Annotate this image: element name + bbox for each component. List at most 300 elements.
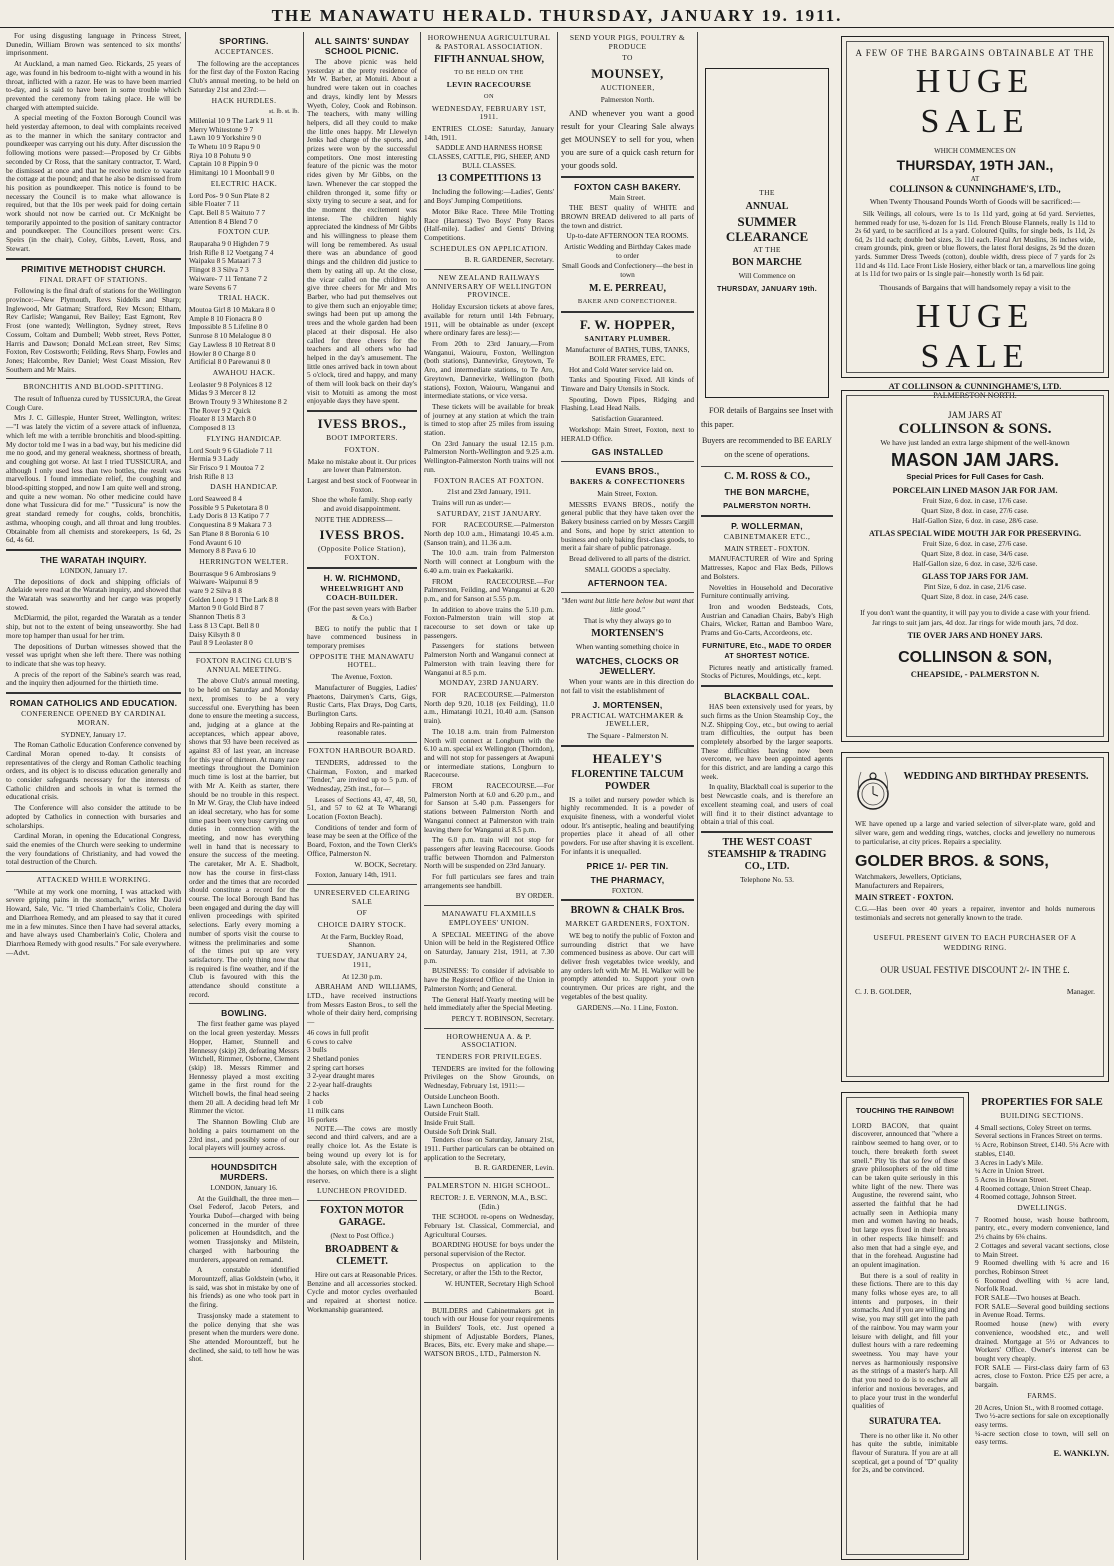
ad-text: At the Farm, Buckley Road, Shannon. — [320, 931, 404, 950]
wedding-presents-ad — [841, 752, 1109, 1082]
ad-text: BOARDING HOUSE for boys under the personal supervision of the Rector. — [424, 1240, 554, 1259]
ad-text: These tickets will be available for break of journey at any station at which the train is timed to stop after 25 miles from issuing station. — [424, 401, 554, 438]
ad-text: Iron and wooden Bedsteads, Cots, Austrian and Canadian Chairs, Baby's High Chairs, Wicker, Rattan and Bamboo Ware, Prams and Go-Carts, Accordeons, etc. — [701, 601, 833, 638]
divider — [701, 466, 833, 467]
ad-text: SUMMER — [737, 213, 797, 229]
coal-title: BLACKBALL COAL. — [724, 691, 810, 702]
article-subheading: FOXTON RACING CLUB'S ANNUAL MEETING. — [195, 656, 293, 674]
news-paragraph: The Conference will also consider the attitude to be adopted by Catholics in connection with bursaries and scholarships. — [6, 803, 181, 830]
list-item: Lady Doris 8 13 Katipo 7 7 — [189, 511, 270, 521]
garage-name: BROADBENT & CLEMETT. — [325, 1243, 399, 1267]
list-item: Fond Avaunt 6 10 — [189, 537, 241, 547]
ad-text: WHICH COMMENCES ON — [934, 147, 1016, 155]
price-list — [855, 539, 1095, 569]
ad-text: Pictures neatly and artistically framed. Stocks of Pictures, Mouldings, etc., kept. — [701, 662, 833, 681]
ad-text: The 6.0 p.m. train will not stop for passengers after leaving Racecourse. Goods traffic between Thorndon and Palmerston North will be suspended on 23rd January. — [424, 835, 554, 871]
news-paragraph: The following are the acceptances for the first day of the Foxton Racing Club's annual meeting, to be held on Saturday 21st and 23rd:— — [189, 58, 299, 94]
article-heading: ALL SAINTS' SUNDAY SCHOOL PICNIC. — [314, 36, 410, 56]
ad-signature: E. WANKLYN. — [1053, 1448, 1109, 1459]
ad-text: Palmerston North. — [600, 94, 655, 104]
ad-text: Telephone No. 53. — [740, 874, 794, 884]
ad-text: AUCTIONEER, — [600, 83, 655, 93]
list-item: Marton 9 0 Gold Bird 8 7 — [189, 603, 264, 613]
ad-signature: BY ORDER. — [515, 891, 554, 901]
list-item: Fruit Size, 6 doz. in case, 27/6 case. — [922, 539, 1028, 548]
race-title: HACK HURDLES. — [211, 95, 277, 105]
list-item: Half-Gallon size, 6 doz. in case, 32/6 case. — [912, 559, 1038, 568]
ad-text: TIE OVER JARS AND HONEY JARS. — [907, 631, 1043, 640]
suratura-product: SURATURA TEA. — [869, 1415, 941, 1426]
news-paragraph: The depositions of Durban witnesses showed that the vessel was upright when she left there. There was nothing to indicate that she was top heavy. — [6, 641, 181, 668]
article-subheading: FINAL DRAFT OF STATIONS. — [39, 274, 148, 284]
list-item: sible Floater 7 11 — [189, 199, 240, 209]
list-item: Lord Pos- 9 0 Sun Plate 8 2 — [189, 190, 270, 200]
list-item: Conquestina 8 9 Makara 7 3 — [189, 520, 272, 530]
race-columns-header: st. lb. st. lb. — [268, 108, 299, 116]
list-item: Pint Size, 6 doz. in case, 21/6 case. — [923, 582, 1027, 591]
divider — [6, 378, 181, 379]
ad-text: FOR details of Bargains see Inset with this paper. — [701, 406, 833, 429]
news-paragraph: The above Club's annual meeting, to be held on Saturday and Monday next, promises to be a very successful one. Everything has been done to ensure the meeting a success, and, judging at a glance at the acceptances, which appear above, shows that 93 have been received as against 83 of last year, an increase for this year of thirteen. At many race meetings throughout the Dominion much time is lost at the barrier, but with Mr A. Keith as starter, there should be no trouble in this respect. In Mr W. Gray, the Club have indeed an ideal secretary, who has for some time past been very busy carrying out duties in connection with the meeting, and now has everything well in hand that is necessary to ensure the success of the meeting. The caretaker, Mr A. E. Shadbolt, now has the course in first-class order and the times that are recorded should constitute a record for the course. The local Borough Band has been engaged and during the day will enliven proceedings with spirited selections. Early every morning a number of sports visit the course to witness the preliminaries and some of the times put up are very satisfactory. The only thing now that is required is fine weather, and if the Club is favoured with this the attendance should constitute a record. — [189, 676, 299, 999]
divider — [6, 549, 181, 551]
ad-text: The General Half-Yearly meeting will be held immediately after the Special Meeting. — [424, 994, 554, 1013]
ivess-title: IVESS BROS. — [319, 527, 405, 543]
race-title: AWAHOU HACK. — [212, 367, 276, 377]
list-item: Memory 8 8 Pava 6 10 — [189, 546, 256, 556]
ad-text: FROM RACECOURSE.—For Palmerston North at 6.0 and 6.20 p.m., and for Sanson at 5.40 p.m. Passengers for stations between Palmerston North and Wanganui connect at Palmerston with train leaving there for Wanganui at 8.5 p.m. — [424, 781, 554, 834]
ad-text: 21st and 23rd January, 1911. — [447, 487, 531, 497]
ad-text: Main Street. — [609, 192, 646, 202]
ad-text: FURNITURE, Etc., MADE TO ORDER AT SHORTEST NOTICE. — [702, 642, 832, 660]
list-item: Moutoa Girl 8 10 Makara 8 0 — [189, 304, 275, 314]
list-item: Captain 10 8 Pippin 9 0 — [189, 159, 259, 169]
list-item: Irish Rifle 8 12 Voetgang 7 4 — [189, 247, 274, 257]
price-list — [855, 582, 1095, 602]
hopper-name: F. W. HOPPER, — [579, 316, 676, 332]
list-item: Riya 10 8 Pohutu 9 0 — [189, 150, 251, 160]
ad-text: Buyers are recommended to BE EARLY on the scene of operations. — [701, 436, 833, 459]
divider — [701, 831, 833, 833]
dateline: LONDON, January 17. — [59, 566, 128, 575]
news-paragraph: The depositions of dock and shipping officials of Adelaide were read at the Waratah inquiry, and showed that the Waratah was seaworthy and her cargo was properly stowed. — [6, 576, 181, 612]
list-item: 3 bulls — [307, 1045, 327, 1055]
ad-text: When Twenty Thousand Pounds Worth of Goods will be sacrificed:— — [869, 197, 1081, 206]
list-item: Sunrose 8 10 Melalogue 8 0 — [189, 331, 272, 341]
list-item: Millenial 10 9 The Lark 9 11 — [189, 115, 274, 125]
divider — [561, 176, 694, 178]
suratura-tea-ad — [841, 1092, 969, 1560]
column-rule — [420, 32, 421, 1560]
ad-text: In addition to above trains the 5.10 p.m. Foxton-Palmerston train will stop at racecourse to set down or take up passengers. — [424, 604, 554, 640]
list-item: Fruit Size, 6 doz. in case, 17/6 case. — [922, 496, 1028, 505]
ad-text: TENDERS, addressed to the Chairman, Foxton, and marked "Tender," are invited up to 5 p.m. of Wednesday, 25th inst., for— — [307, 757, 417, 793]
list-item: Hermia 9 3 Lady — [189, 454, 239, 464]
ad-text: AND whenever you want a good result for your Clearing Sale always get MOUNSEY to sell for you, when you are sure of a quick cash return for your goods sold. — [561, 107, 694, 170]
news-paragraph: The Shannon Bowling Club are holding a pairs tournament on the 23rd inst., and possibly some of our local players will journey across. — [189, 1117, 299, 1153]
ad-subheading: DWELLINGS. — [1017, 1203, 1067, 1213]
ad-text: Tanks and Spouting Fixed. All kinds of Tinware and Dairy Utensils in Stock. — [561, 375, 694, 394]
race-list — [189, 192, 299, 227]
list-item: Quart Size, 8 doz. in case, 27/6 case. — [921, 506, 1029, 515]
ad-text: THURSDAY, 19TH JAN., — [896, 157, 1054, 173]
ad-text: Conditions of tender and form of lease may be seen at the Office of the Board, Foxton, and the Town Clerk's Office, Palmerston N. — [307, 822, 417, 858]
ad-text: THE — [759, 188, 775, 197]
news-paragraph: Mrs J. C. Gillespie, Hunter Street, Wellington, writes:—"I was lately the victim of a severe attack of influenza, which left me with a terrible bronchitis and blood-spitting. My doctor told me I was in a bad way, but his medicine did me no good, and my general weakness, shortness of breath, and coughing got worse. At last I tried TUSSICURA, and although I only used less than two bottles, the result was marvellous. I found immediate relief, the coughing and blood-spitting stopped, and now I am quite well and strong, and quite a new woman. No other medicine could have done what Tussicura did for me." "Tussicura" is now the great standard remedy for coughs, colds, bronchitis, asthma, whooping cough, and all throat and lung troubles. Obtainable from all chemists and storekeepers, 1s 6d, 2s 6d, 4s 6d. — [6, 413, 181, 545]
race-list — [189, 306, 299, 367]
list-item: Floater 8 13 March 8 0 — [189, 414, 257, 424]
ad-text: There is no other like it. No other has quite the subtle, inimitable flavour of Suratura. If you are at all sceptical, get a pound of "D" quality for 2s, and be convinced. — [852, 1431, 958, 1475]
ad-text: SEND YOUR PIGS, POULTRY & PRODUCE — [569, 33, 686, 51]
ad-text: MAIN STREET - FOXTON. — [724, 543, 810, 553]
list-item: Lord Seaweed 8 4 — [189, 494, 242, 504]
ad-text: ENTRIES CLOSE: Saturday, January 14th, 1911. — [424, 123, 554, 142]
jam-firm: COLLINSON & SONS. — [898, 421, 1052, 437]
list-item: Te Whetu 10 9 Rapu 9 0 — [189, 142, 261, 152]
healey-name: HEALEY'S — [592, 750, 663, 766]
list-item: Leolaster 9 8 Polynices 8 12 — [189, 379, 272, 389]
ad-text: MONDAY, 23RD JANUARY. — [439, 678, 539, 688]
list-item: 3 Acres in Lady's Mile. — [975, 1157, 1043, 1167]
list-item: Rauparaha 9 0 Highden 7 9 — [189, 239, 270, 249]
column-5 — [561, 32, 694, 1560]
ad-text: The 10.0 a.m. train from Palmerston North will connect at Longburn with the 6.40 a.m. train ex Paekakariki. — [424, 548, 554, 575]
ad-text: Shoe the whole family. Shop early and avoid disappointment. — [311, 495, 413, 514]
richmond-subtitle: WHEELWRIGHT AND COACH-BUILDER. — [320, 583, 404, 602]
column-3 — [307, 32, 417, 1560]
ad-text: From 20th to 23rd January,—From Wanganui, Waiouru, Foxton, Wellington (both stations), Dannevirke, Greytown, Te Aro, and intermediate stations, to Te Aro, Greytown, Dannevirke, Wellington (both stations), Foxton, Waiouru, Wanganui and intermediate stations, or vice versa. — [424, 338, 554, 401]
column-rule — [557, 32, 558, 1560]
race-title: DASH HANDICAP. — [210, 482, 278, 492]
list-item: Attention 8 4 Blend 7 0 — [189, 216, 258, 226]
ad-text: "Men want but little here below but want that little good." — [561, 596, 694, 615]
jam-product: MASON JAM JARS. — [890, 450, 1060, 470]
tender-org: HOROWHENUA A. & P. ASSOCIATION. — [446, 1031, 532, 1050]
ad-text: AT COLLINSON & CUNNINGHAME'S, LTD. — [888, 380, 1062, 391]
list-item: Sir Frisco 9 1 Moutoa 7 2 — [189, 462, 264, 472]
mortensen-name: MORTENSEN'S — [591, 628, 664, 640]
news-paragraph: Following is the final draft of stations for the Wellington province:—New Plymouth, Revs Siddells and Sharp; Inglewood, Mr Gatman; Stratford, Rev Mcson; Eltham, Rev Carlisle; Wanganui, Rev Bailey; East Egmont, Rev Frost (one wanted); Wellington, Sydney street, Revs Cossum, Coltam and Dumbell; Webb street, Revs Potter, Harris and Dawson; Donald McLean street, Rev Sims; Foxton, Rev Costsworth; Feilding, Revs Sharp, Fowles and Jones; Halcombe, Rev Daniel; West Coast Mission, Rev Southern and Mr Mairs. — [6, 286, 181, 374]
ad-text: Motor Bike Race. Three Mile Trotting Race (Harness) Two Boys' Pony Races (Half-mile). Ladies' and Gents' Driving Competitions. — [424, 206, 554, 242]
divider — [424, 1028, 554, 1029]
ad-text: Workshop: Main Street, Foxton, next to HERALD Office. — [561, 424, 694, 443]
list-item: Shannon Thetis 8 3 — [189, 612, 246, 622]
column-4 — [424, 32, 554, 1560]
divider — [6, 692, 181, 694]
ad-text: FROM RACECOURSE.—For Palmerston, Feilding, and Wanganui at 6.20 p.m., and for Sanson at 5.55 p.m. — [424, 576, 554, 603]
column-rule — [185, 32, 186, 1560]
divider — [424, 1302, 554, 1303]
ad-text: At 12.30 p.m. — [341, 971, 383, 981]
list-item: Himitangi 10 1 Moonball 9 0 — [189, 168, 275, 178]
news-paragraph: Trassjonsky made a statement to the police denying that she was present when the murders were done. She attended Morountzeff, but he declined, she said, to tell how he was shot. — [189, 1310, 299, 1364]
huge-sale-ad — [841, 36, 1109, 400]
bon-marche-box — [705, 68, 829, 398]
ad-text: OUR USUAL FESTIVE DISCOUNT 2/- IN THE £. — [880, 964, 1070, 975]
ad-text: WATCHES, CLOCKS OR JEWELLERY. — [576, 656, 679, 677]
ad-signature: B. R. GARDENER, Secretary. — [464, 255, 554, 265]
article-subheading: BRONCHITIS AND BLOOD-SPITTING. — [23, 382, 164, 392]
ad-text: TO BE HELD ON THE — [454, 69, 524, 77]
divider — [307, 742, 417, 743]
race-list — [189, 447, 299, 482]
ad-text: FOXTON. — [611, 885, 644, 895]
ad-text: Novelties in Household and Decorative Furniture continually arriving. — [701, 582, 833, 601]
ad-text: TO — [622, 53, 633, 63]
ad-text: Artistic Wedding and Birthday Cakes made to order — [564, 242, 691, 260]
divider — [189, 652, 299, 653]
ad-text: Tenders close on Saturday, January 21st, 1911. Further particulars can be obtained on application to the Secretary, — [424, 1135, 554, 1162]
divider — [307, 1200, 417, 1201]
list-item: 4 Roomed cottage, Johnson Street. — [975, 1192, 1077, 1202]
ad-signature: W. HUNTER, Secretary High School Board. — [444, 1279, 554, 1297]
list-item: Golden Loop 9 1 The Lark 8 8 — [189, 594, 279, 604]
hopper-role: SANITARY PLUMBER. — [584, 333, 671, 343]
flax-title: MANAWATU FLAXMILLS EMPLOYEES' UNION. — [441, 909, 537, 927]
list-item: 16 porkets — [307, 1114, 338, 1124]
property-list — [975, 1404, 1109, 1448]
list-item: Artificial 8 0 Parewanui 8 0 — [189, 357, 271, 367]
list-item: ¼ Acre in Union Street. — [975, 1166, 1045, 1176]
ad-text: Jar rings to suit jam jars, 4d doz. Jar rings for wide mouth jars, 7d doz. — [871, 618, 1079, 627]
dateline: SYDNEY, January 17. — [61, 730, 126, 739]
column-1 — [6, 32, 181, 1560]
list-item: Merry Whitestone 9 7 — [189, 124, 254, 134]
ad-text: Manufacturer of Buggies, Ladies' Phaetons, Dairymen's Carts, Gigs, Rustic Carts, Flax Drays, Dog Carts, Burlington Carts. — [307, 682, 417, 718]
list-item: Lord Soult 9 6 Gladiole 7 11 — [189, 445, 273, 455]
news-paragraph: A special meeting of the Foxton Borough Council was held yesterday afternoon, to deal with complaints received as to the manner in which the sanitary contractor and poundkeeper was carrying out his duty. After discussion the following motions were passed:—Proposed by Cr Gibbs seconded by Cr Ross, that the sanitary contractor, T. Ward, be dismissed at once and that he receive notice to vacate the cottage at the pound; and that he also be dismissed from his position as poundkeeper. This notice is found to be necessary the Council is to make what allowance is required, but that the 10s per week paid for doing certain work should not now be carried out. Cr McKnight be temporarily appointed to the position of sanitary contractor and poundkeeper. The Councillors present were: Crs. Speirs (in the chair), Coley, Gibbs, Levett, Ross, and Stewart. — [6, 113, 181, 253]
ad-text: Manufacturer of BATHS, TUBS, TANKS, BOILER FRAMES, ETC. — [565, 345, 690, 363]
westcoast-title: THE WEST COAST STEAMSHIP & TRADING CO., LTD. — [707, 836, 827, 872]
wollerman-name: P. WOLLERMAN, — [731, 521, 803, 531]
divider — [561, 461, 694, 462]
race-title: TRIAL HACK. — [218, 293, 270, 303]
ad-text: WEDNESDAY, FEBRUARY 1ST, 1911. — [431, 103, 547, 122]
ad-text: Up-to-date AFTERNOON TEA ROOMS. — [566, 231, 689, 241]
list-item: 2 hacks — [307, 1088, 330, 1098]
ad-text: HAS been extensively used for years, by such firms as the Union Steamship Coy., the N.Z. Shipping Coy., etc., but owing to aerial tram difficulties, the output has been completely absorbed by the larger seaports. These difficulties having now been overcome, we have been appointed agents for this district, and are landing a cargo this week. — [701, 702, 833, 781]
ad-text: In quality, Blackball coal is superior to the best Newcastle coals, and is therefore an excellent steaming coal, and users of coal will find it to their distinct advantage to obtain a trial of this coal. — [701, 782, 833, 827]
list-item: Irish Rifle 8 13 — [189, 471, 234, 481]
ivess-subtitle: BOOT IMPORTERS. — [326, 433, 398, 443]
ad-text: FOR RACECOURSE.—Palmerston North dep 9.20, 10.18 (ex Feilding), 11.0 a.m., Himatangi 10.21, 10.40 a.m. (Sanson train). — [424, 690, 554, 726]
list-item: ¼-acre section close to town, will sell on easy terms. — [975, 1428, 1109, 1447]
list-item: 4 Roomed cottage, Union Street Cheap. — [975, 1183, 1092, 1193]
evans-title: EVANS BROS., — [595, 466, 660, 477]
properties-for-sale — [975, 1094, 1109, 1560]
ad-text: The 10.18 a.m. train from Palmerston North will connect at Longburn with the 6.10 a.m. special ex Wellington (Thorndon), and will not stop for passengers at Awapuni or intermediate stations, Longburn to Racecourse. — [424, 726, 554, 780]
ad-text: GARDENS.—No. 1 Line, Foxton. — [576, 1002, 679, 1012]
ad-text: MARKET GARDENERS, FOXTON. — [565, 919, 690, 929]
divider — [701, 685, 833, 687]
divider — [561, 745, 694, 747]
rainbow-title: TOUCHING THE RAINBOW! — [855, 1106, 955, 1115]
divider — [561, 311, 694, 313]
ad-text: Prospectus on application to the Secretary, or after the 15th to the Rector, — [424, 1259, 554, 1278]
ad-signature: W. BOCK, Secretary. — [354, 859, 417, 869]
race-title: ELECTRIC HACK. — [210, 178, 278, 188]
divider — [189, 1003, 299, 1004]
ad-text: THE SCHOOL re-opens on Wednesday, February 1st. Classical, Commercial, and Agricultural Courses. — [424, 1212, 554, 1239]
ad-signature: B. R. GARDENER, Levin. — [474, 1163, 554, 1173]
list-item: 9 Roomed dwelling with ¾ acre and 16 porches, Robinson Street — [975, 1258, 1109, 1276]
list-item: 2 Shetland ponies — [307, 1053, 359, 1063]
ad-text: BUILDERS and Cabinetmakers get in touch with our House for your requirements in Builders' Tools, etc. Just opened a shipment of Adjustable Borders, Planes, Braces, Bits, etc. Every make and shape.—WATSON BROS., LTD., Palmerston N. — [424, 1305, 554, 1359]
ad-text: (For the past seven years with Barber & Co.) — [307, 604, 417, 622]
ad-text: BUSINESS: To consider if advisable to have the Registered Office of the Union in Palmerston North; and General. — [424, 966, 554, 993]
news-paragraph: A constable identified Morountzeff, alias Goldstein (who, it is said, was shot in mistake by one of his friends) as one who took part in the firing. — [189, 1265, 299, 1310]
ad-signature: PERCY T. ROBINSON, Secretary. — [451, 1013, 554, 1023]
list-item: Flingot 8 3 Silva 7 3 — [189, 265, 249, 275]
jam-jars-ad — [841, 390, 1109, 742]
ad-text: PRICE 1/- PER TIN. — [586, 860, 669, 871]
list-item: 11 milk cans — [307, 1106, 345, 1116]
list-item: Bourrasque 9 6 Ambrosians 9 — [189, 568, 276, 578]
divider — [6, 871, 181, 872]
ad-text: PORCELAIN LINED MASON JAR FOR JAM. — [892, 486, 1058, 495]
ad-text: NOTE.—The cows are mostly second and third calvers, and are a really choice lot. As the Estate is being wound up every lot is for absolute sale, with the exception of the horses, on which there is a slight reserve. — [307, 1123, 417, 1185]
list-item: Several sections in Frances Street on terms. — [975, 1131, 1103, 1141]
divider — [561, 592, 694, 593]
list-item: FOR SALE—Several good building sections in Avenue Road. Terms. — [975, 1301, 1109, 1320]
news-paragraph: McDiarmid, the pilot, regarded the Waratah as a tender ship, but not to the extent of being unseaworthy. She had more top hamper than usual for her trim. — [6, 613, 181, 640]
ad-text: That is why they always go to — [583, 615, 672, 625]
bon-name: C. M. ROSS & CO., — [723, 471, 811, 482]
ad-text: MESSRS EVANS BROS., notify the general public that they have taken over the Bakery business carried on by Messrs Cargill and Sons, and hope by strict attention to business and only baking first-class goods, to merit a fair share of public patronage. — [561, 499, 694, 553]
list-item: Half-Gallon Size, 6 doz. in case, 28/6 case. — [912, 516, 1038, 525]
ad-text: THURSDAY, JANUARY 19th. — [717, 286, 817, 294]
ad-text: WE beg to notify the public of Foxton and surrounding district that we have commenced business as above. Our cart will deliver fresh vegetables twice weekly, and any orders left with Mr M. H. Walker will be promptly attended to. Support your own countrymen. Our prices are right, and the vegetables of the best quality. — [561, 930, 694, 1001]
ad-text: PALMERSTON NORTH. — [723, 501, 811, 510]
ad-text: The Square - Palmerston N. — [586, 730, 669, 740]
list-item: San Plane 8 8 Boronia 6 10 — [189, 528, 269, 538]
wedding-title: WEDDING AND BIRTHDAY PRESENTS. — [903, 771, 1089, 782]
ad-text: NOTE THE ADDRESS— — [315, 514, 393, 524]
divider — [424, 905, 554, 906]
ad-text: Including the following:—Ladies', Gents' and Boys' Jumping Competitions. — [424, 187, 554, 206]
news-paragraph: The Roman Catholic Education Conference convened by Cardinal Moran opened to-day. It consists of representatives of the clergy and Roman Catholic teaching orders, and its object is to discuss education generally and to consider safeguards necessary for the interests of Catholic children and schools in what is termed the educational crisis. — [6, 740, 181, 802]
ad-text: BAKERS & CONFECTIONERS — [569, 477, 686, 487]
list-item: 46 cows in full profit — [307, 1027, 369, 1037]
ad-text: Special Prices for Full Cases for Cash. — [906, 472, 1044, 481]
list-item: Brown Trouty 9 3 Whitestone 8 2 — [189, 397, 287, 407]
column-rule — [697, 32, 698, 1560]
list-item: Lawn Luncheon Booth. — [424, 1100, 494, 1110]
ad-text: Hot and Cold Water service laid on. — [569, 364, 674, 374]
list-item: Howler 8 0 Charge 8 0 — [189, 348, 256, 358]
ad-text: PRACTICAL WATCHMAKER & JEWELLER, — [571, 710, 684, 729]
ad-text: Passengers for stations between Palmerston North and Wanganui connect at Palmerston with train leaving there for Wanganui at 8.5 p.m. — [424, 641, 554, 677]
race-list — [189, 570, 299, 648]
ad-signature: C. J. B. GOLDER, — [855, 986, 912, 996]
list-item: Waiware- 7 11 Tentane 7 2 — [189, 273, 268, 283]
brown-title: BROWN & CHALK Bros. — [570, 905, 685, 917]
dateline: LONDON, January 16. — [210, 1183, 278, 1192]
ad-text: Leases of Sections 43, 47, 48, 50, 51, and 57 to 62 at Te Wharangi Location (Foxton Beach). — [307, 794, 417, 822]
list-item: 2 spring cart horses — [307, 1062, 364, 1072]
list-item: 5 Acres in Howan Street. — [975, 1174, 1049, 1184]
tender-title: TENDERS FOR PRIVILEGES. — [435, 1052, 543, 1062]
list-item: Daisy Kilsyth 8 0 — [189, 629, 241, 639]
ad-text: PALMERSTON NORTH. — [933, 390, 1017, 400]
ad-text: ANNUAL — [745, 200, 789, 212]
race-title: FOXTON CUP. — [217, 227, 271, 237]
news-paragraph: A precis of the report of the Sabine's search was read, and the inquiry then adjourned for the thirtieth time. — [6, 669, 181, 688]
list-item: Outside Fruit Stall. — [424, 1109, 480, 1119]
ad-subheading: FARMS. — [1027, 1390, 1057, 1400]
divider — [307, 884, 417, 885]
list-item: Two ½-acre sections for sale on exceptionally easy terms. — [975, 1411, 1109, 1429]
ad-text: THE BEST quality of WHITE and BROWN BREAD delivered to all parts of the town and district. — [561, 203, 694, 230]
ad-text: Watchmakers, Jewellers, Opticians, Manufacturers and Repairers, — [855, 872, 962, 891]
ad-text: Hire out cars at Reasonable Prices. Benzine and all accessories stocked. Cycle and motor cycles overhauled and repaired at shortest notice. Workmanship guaranteed. — [307, 1269, 417, 1314]
ad-text: SCHEDULES ON APPLICATION. — [430, 243, 548, 253]
ad-text: JAM JARS AT — [947, 410, 1003, 420]
ad-text: FOR RACECOURSE.—Palmerston North dep 10.0 a.m., Himatangi 10.45 a.m. (Sanson train), and 11.36 a.m. — [424, 520, 554, 547]
list-item: ware 9 2 Silva 8 8 — [189, 586, 242, 596]
news-paragraph: The result of Influenza cured by TUSSICURA, the Great Cough Cure. — [6, 394, 181, 412]
ad-text: The Avenue, Foxton. — [331, 672, 393, 682]
news-paragraph: At Auckland, a man named Geo. Rickards, 25 years of age, was found in his bedroom to-night with a wound in his throat, inflicted with a razor. He was to have been married to-day, and is said to have been in some trouble which prevented the ceremony from taking place. He will be charged with attempted suicide. — [6, 59, 181, 112]
list-item: 7 Roomed house, wash house bathroom, pantry, etc., every modern convenience, land 2½ chains by 6⅛ chains. — [975, 1214, 1109, 1242]
list-item: Inside Fruit Stall. — [424, 1117, 475, 1127]
ad-text: SATURDAY, 21ST JANUARY. — [436, 508, 542, 518]
ad-text: LORD BACON, that quaint discoverer, announced that "where a rainbow seemed to hang over, or to touch, there breaketh forth sweet smell." Pity 'tis that so few of these grave philosophers of the old time can be taken quite seriously in this white light of the new. There was Augustine, the reverend saint, who asserted the faithful that he had actually seen in Aethiopia many men and women having no heads, but large eyes fixed in their breasts in other respects like himself: and also men that had a single eye, and that in the forehead. Augustine had an opulent imagination. — [852, 1121, 958, 1269]
list-item: The Rover 9 2 Quick — [189, 405, 251, 415]
show-title: FIFTH ANNUAL SHOW, — [434, 54, 544, 66]
list-item: Waiware- Waipunui 8 9 — [189, 577, 259, 587]
news-paragraph: The above picnic was held yesterday at the pretty residence of Mr W. Barber, at Motuiti. About a hundred were taken out in coaches and drays, kindly lent by Messrs Wyeth, Coley, Cook and Robinson. The teachers, with many willing helpers, did all they could to make the little ones happy. Mr Llewelyn Jenks had charge of the sports, and prizes were won by the successful competitors. One most interesting feature of the picnic was the motor rides given by Mr Gibbs, on the lawn. Whenever the car stopped the children thronged it, some fifty or sixty trying to secure a seat, and for the moment the excitement was intense. The children highly appreciated the kindness of Mr Gibbs and his willingness to please them will long be remembered. As usual there was an abundance of good things and the children did justice to them by eating all up. At the close, the vicar called on the children to give three cheers for Mr and Mrs Barber, who had put themselves out to give them such an enjoyable time; swings had been put up among the trees and the whole garden had been placed at their disposal. He also called for three cheers for the teachers and all others who had helped in the day's amusement. The little ones arrived back in town about 5 o'clock, tired and happy, and many of them will look back on their day's visit to Motuiti as among the most enjoyable days they have spent. — [307, 57, 417, 406]
divider — [307, 410, 417, 412]
races-title: FOXTON RACES AT FOXTON. — [433, 475, 545, 485]
ad-text: A FEW OF THE BARGAINS OBTAINABLE AT THE — [855, 48, 1095, 58]
article-heading: HOUNDSDITCH MURDERS. — [210, 1161, 278, 1182]
list-item: 3 2-year draught mares — [307, 1071, 375, 1081]
newspaper-masthead: THE MANAWATU HERALD. THURSDAY, JANUARY 19. 1911. — [0, 0, 1114, 28]
ad-subheading: BUILDING SECTIONS. — [1000, 1111, 1084, 1120]
ad-text: ATLAS SPECIAL WIDE MOUTH JAR FOR PRESERVING. — [868, 529, 1082, 538]
golder-name: GOLDER BROS. & SONS, — [855, 853, 1049, 871]
ad-text: Satisfaction Guaranteed. — [591, 414, 664, 424]
ad-text: SMALL GOODS a specialty. — [584, 564, 671, 574]
article-heading: BOWLING. — [221, 1008, 267, 1019]
article-subheading: ATTACKED WHILE WORKING. — [36, 875, 151, 885]
list-item: FOR SALE — First-class dairy farm of 63 acres, close to Foxton. Price £25 per acre, a bargain. — [975, 1362, 1109, 1390]
list-item: Waipaku 8 5 Mataari 7 3 — [189, 256, 262, 266]
list-item: Outside Luncheon Booth. — [424, 1091, 500, 1101]
ad-text: USEFUL PRESENT GIVEN TO EACH PURCHASER OF A WEDDING RING. — [873, 932, 1077, 952]
article-subheading: ACCEPTANCES. — [214, 47, 274, 56]
list-item: 2 2-year half-draughts — [307, 1080, 372, 1090]
list-item: 6 cows to calve — [307, 1036, 353, 1046]
ad-text: RECTOR: J. E. VERNON, M.A., B.SC. (Edin.) — [430, 1192, 548, 1211]
jam-firm: COLLINSON & SON, — [898, 649, 1052, 666]
ad-text: Main Street, Foxton. — [597, 488, 658, 498]
ad-text: MAIN STREET - FOXTON. — [855, 893, 954, 903]
price-list — [855, 496, 1095, 526]
ad-text: Will Commence on — [738, 271, 796, 281]
harbour-title: FOXTON HARBOUR BOARD. — [308, 746, 416, 756]
bakery-title: FOXTON CASH BAKERY. — [574, 181, 681, 192]
school-title: PALMERSTON N. HIGH SCHOOL. — [427, 1181, 551, 1191]
list-item: Lawn 10 9 Yorkshire 9 0 — [189, 133, 262, 143]
race-list — [189, 495, 299, 556]
ad-text: We have just landed an extra large shipment of the well-known — [880, 438, 1070, 447]
list-item: Lass 8 13 Capt. Bell 8 0 — [189, 620, 260, 630]
ad-text: BON MARCHE — [732, 257, 802, 269]
list-item: Quart Size, 8 doz. in case, 34/6 case. — [921, 549, 1029, 558]
news-paragraph: "While at my work one morning, I was attacked with severe griping pains in the stomach," writes Mr David Howard, Sale, Vic. "I tried Chamberlain's Colic, Cholera and Diarrhoea Remedy, and am pleased to say that it cured me in a few minutes. Since then I have had several attacks, and have always used Chamberlain's Colic, Cholera and Diarrhoea Remedy with good results." For sale everywhere.—Advt. — [6, 886, 182, 957]
ad-text: GAS INSTALLED — [591, 447, 664, 458]
